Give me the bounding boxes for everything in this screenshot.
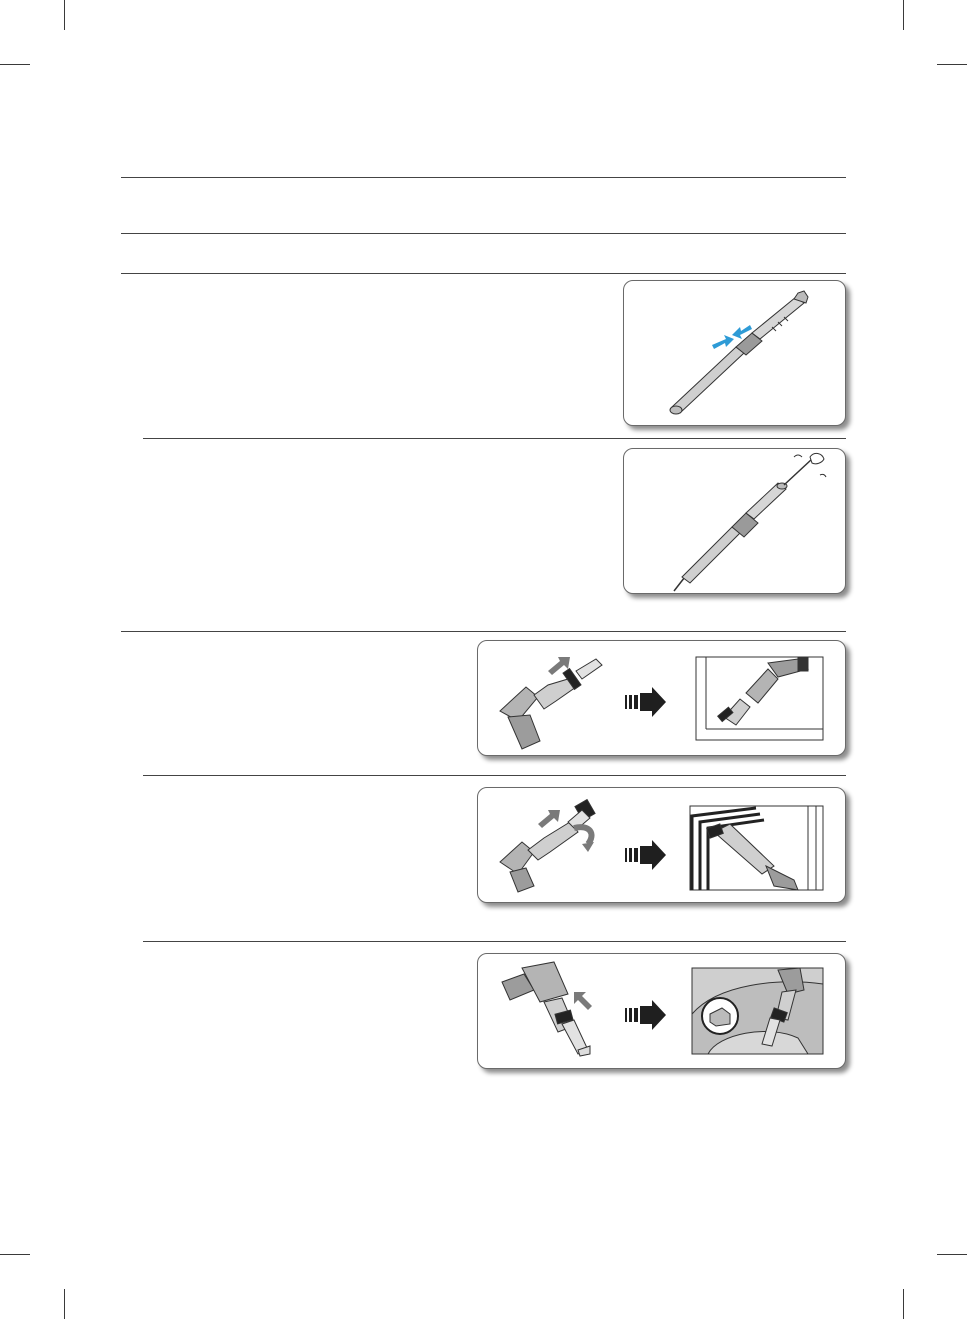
crop-mark	[937, 64, 967, 65]
step-rule	[143, 438, 846, 439]
crop-mark	[64, 1289, 65, 1319]
illustration-panel-extend-crevice-tool	[477, 787, 846, 903]
illustration-panel-attach-crevice-tool	[477, 640, 846, 756]
section-rule	[121, 273, 846, 274]
crop-mark	[903, 0, 904, 30]
crevice-tool-car-interior-icon	[478, 954, 845, 1068]
illustration-panel-rotate-crevice-tool	[477, 953, 846, 1069]
crop-mark	[64, 0, 65, 30]
crop-mark	[937, 1254, 967, 1255]
crevice-tool-window-frame-icon	[478, 641, 845, 755]
illustration-panel-remove-blockage	[623, 448, 846, 594]
header-rule-bottom	[121, 233, 846, 234]
crop-mark	[0, 64, 30, 65]
section-rule	[121, 631, 846, 632]
step-rule	[143, 941, 846, 942]
telescopic-pipe-press-button-icon	[624, 281, 845, 425]
illustration-panel-adjust-length	[623, 280, 846, 426]
crop-mark	[903, 1289, 904, 1319]
step-rule	[143, 775, 846, 776]
crop-mark	[0, 1254, 30, 1255]
crevice-tool-extended-door-frame-icon	[478, 788, 845, 902]
telescopic-pipe-clear-blockage-icon	[624, 449, 845, 593]
header-rule-top	[121, 177, 846, 178]
